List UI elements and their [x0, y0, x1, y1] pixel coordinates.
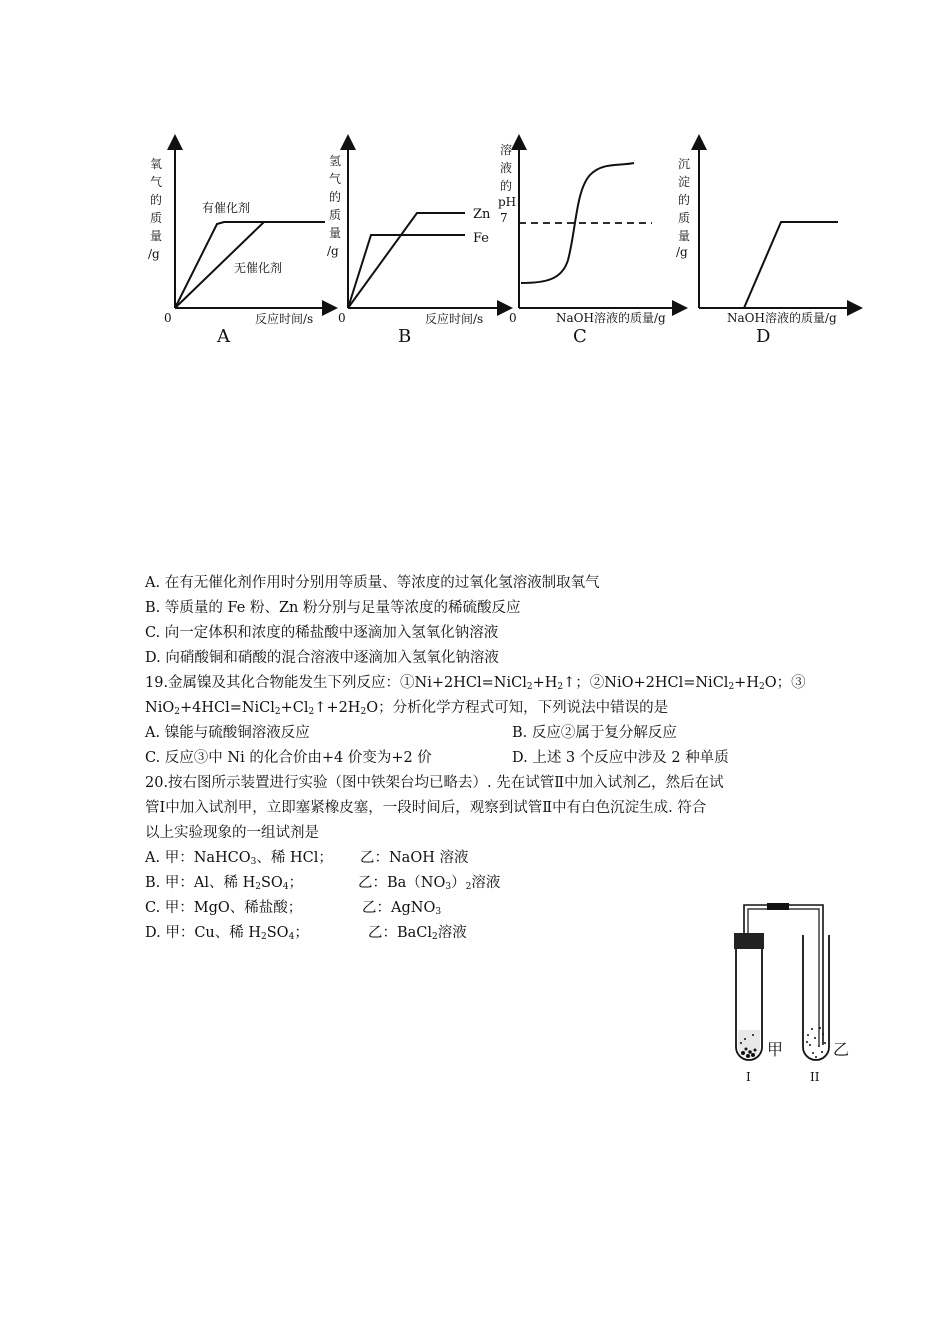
chart-c-y-label: [498, 142, 516, 209]
q20-option-c-jia: C. 甲：MgO、稀盐酸；: [145, 900, 303, 916]
connecting-tube-inner: [748, 909, 819, 1045]
chart-svg: [140, 130, 880, 360]
q20-stem-line3: 以上实验现象的一组试剂是: [145, 825, 319, 841]
q20-option-a-jia: A. 甲：NaHCO$_3$、稀 HCl；: [145, 850, 333, 867]
svg-text:/g: /g: [148, 247, 160, 261]
label-tube-2: II: [810, 1070, 820, 1084]
chart-a-origin: 0: [164, 311, 172, 325]
q19-option-c: C. 反应③中 Ni 的化合价由+4 价变为+2 价: [145, 750, 432, 766]
label-yi: 乙: [833, 1040, 850, 1059]
chart-a-annot-no-catalyst: 无催化剂: [234, 261, 283, 275]
connecting-tube: [744, 905, 823, 1045]
chart-d-x-label: NaOH溶液的质量/g: [727, 311, 837, 325]
chart-c: [498, 142, 680, 347]
q18-option-d: D. 向硝酸铜和硝酸的混合溶液中逐滴加入氢氧化钠溶液: [145, 650, 499, 666]
svg-text:的: 的: [678, 193, 691, 207]
svg-text:量: 量: [150, 229, 163, 243]
chart-c-x-label: NaOH溶液的质量/g: [556, 311, 666, 325]
svg-text:气: 气: [150, 175, 163, 189]
chart-b-label-fe: Fe: [473, 231, 490, 246]
svg-text:淀: 淀: [678, 175, 691, 189]
apparatus-svg: [715, 895, 850, 1085]
svg-text:量: 量: [329, 226, 342, 240]
chart-c-origin: 0: [509, 311, 517, 325]
rubber-stopper: [734, 933, 764, 949]
svg-text:沉: 沉: [678, 157, 691, 171]
svg-text:/g: /g: [327, 244, 339, 258]
svg-text:量: 量: [678, 229, 691, 243]
chart-b-fe-line: [348, 235, 465, 308]
chart-row: [140, 130, 880, 360]
chart-a-y-label: [148, 157, 162, 261]
q19-option-a: A. 镍能与硫酸铜溶液反应: [145, 725, 310, 741]
test-tube-apparatus: [715, 895, 850, 1085]
q18-option-a: A. 在有无催化剂作用时分别用等质量、等浓度的过氧化氢溶液制取氧气: [145, 575, 600, 591]
svg-text:溶: 溶: [500, 143, 513, 157]
chart-b-letter: B: [398, 326, 412, 347]
chart-d-letter: D: [756, 326, 771, 347]
svg-text:质: 质: [150, 211, 163, 225]
svg-text:的: 的: [329, 190, 342, 204]
chart-c-ph7-label: 7: [500, 211, 508, 225]
svg-text:液: 液: [500, 161, 513, 175]
q20-option-b-jia: B. 甲：Al、稀 $H_2SO_4$；: [145, 875, 304, 892]
svg-text:pH: pH: [498, 195, 517, 209]
chart-b-y-label: [327, 154, 341, 258]
chart-b-zn-line: [348, 213, 465, 308]
chart-a-letter: A: [217, 326, 230, 347]
chart-b-origin: 0: [338, 311, 346, 325]
q18-option-c: C. 向一定体积和浓度的稀盐酸中逐滴加入氢氧化钠溶液: [145, 625, 499, 641]
chart-a-annot-catalyst: 有催化剂: [202, 201, 251, 215]
q18-option-b: B. 等质量的 Fe 粉、Zn 粉分别与足量等浓度的稀硫酸反应: [145, 600, 521, 616]
chart-b-x-label: 反应时间/s: [425, 312, 484, 326]
chart-a-x-label: 反应时间/s: [255, 312, 314, 326]
svg-text:的: 的: [500, 179, 513, 193]
chart-a: [148, 142, 330, 347]
svg-text:氢: 氢: [329, 154, 342, 168]
chart-d-precipitate-line: [744, 222, 838, 308]
svg-text:的: 的: [150, 193, 163, 207]
q20-option-b-yi: 乙：$Ba(NO_3)_2$溶液: [358, 875, 501, 892]
rubber-joint: [767, 903, 789, 910]
q19-option-b: B. 反应②属于复分解反应: [512, 725, 677, 741]
q19-stem-line2: $NiO_2+4HCl=NiCl_2+Cl_2↑+2H_2O$；分析化学方程式可知，下列说法中错误的是: [145, 700, 669, 717]
chart-c-letter: C: [573, 326, 587, 347]
label-jia: 甲: [767, 1040, 784, 1059]
svg-text:氧: 氧: [150, 157, 163, 171]
chart-d: [676, 142, 855, 347]
q20-stem-line1: 20.按右图所示装置进行实验（图中铁架台均已略去）. 先在试管Ⅱ中加入试剂乙，然后在试: [145, 775, 724, 791]
q19-stem-line1: 19.金属镍及其化合物能发生下列反应：$①Ni+2HCl=NiCl_2+H_2↑$；$②NiO+2HCl=NiCl_2+H_2O$；③: [145, 675, 806, 692]
q19-option-d: D. 上述 3 个反应中涉及 2 种单质: [512, 750, 729, 766]
q20-stem-line2: 管Ⅰ中加入试剂甲，立即塞紧橡皮塞，一段时间后，观察到试管Ⅱ中有白色沉淀生成. 符合: [145, 800, 707, 816]
q20-option-d-jia: D. 甲：Cu、稀 $H_2SO_4$；: [145, 925, 309, 942]
q20-option-c-yi: 乙：AgNO$_3$: [362, 900, 442, 917]
chart-d-y-label: [676, 157, 690, 259]
svg-text:气: 气: [329, 172, 342, 186]
chart-b-label-zn: Zn: [473, 207, 491, 222]
q20-option-a-yi: 乙：NaOH 溶液: [360, 850, 469, 866]
svg-text:质: 质: [329, 208, 342, 222]
svg-text:/g: /g: [676, 245, 688, 259]
q20-option-d-yi: 乙：BaCl$_2$溶液: [368, 925, 467, 942]
label-tube-1: I: [746, 1070, 751, 1084]
svg-text:质: 质: [678, 211, 691, 225]
chart-b: [327, 142, 505, 347]
